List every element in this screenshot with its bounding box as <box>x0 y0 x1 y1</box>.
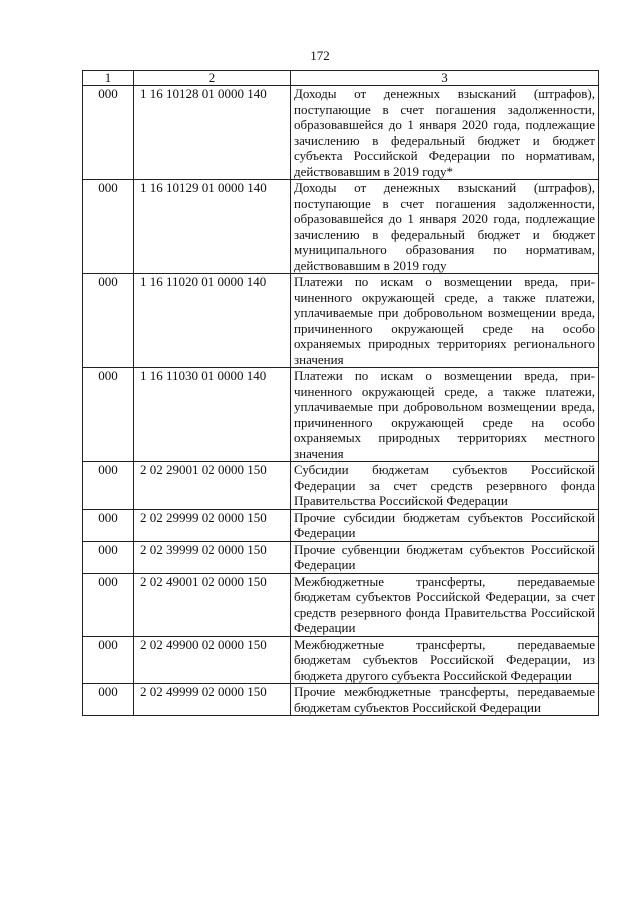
page-number: 172 <box>310 48 330 63</box>
budget-code-cell: 1 16 10128 01 0000 140 <box>134 86 291 180</box>
budget-classification-table <box>82 70 599 716</box>
revenue-name-cell: Платежи по искам о возмещении вреда, причиненного окружающей среде, а также платежи, уплачиваемые при добровольном возмещении вреда, причиненного окружающей среде на особо охраняемых природных территориях регионального значения <box>291 274 599 368</box>
column-header-2: 2 <box>134 71 291 86</box>
budget-code-cell: 2 02 39999 02 0000 150 <box>134 541 291 573</box>
column-header-1: 1 <box>83 71 134 86</box>
revenue-name-cell: Прочие субсидии бюджетам субъектов Российской Федерации <box>291 509 599 541</box>
revenue-name-cell: Субсидии бюджетам субъектов Российской Федерации за счет средств резервного фонда Правительства Российской Федерации <box>291 462 599 510</box>
revenue-name-cell: Прочие субвенции бюджетам субъектов Российской Федерации <box>291 541 599 573</box>
admin-code-cell: 000 <box>83 86 134 180</box>
revenue-name-cell: Доходы от денежных взысканий (штрафов), поступающие в счет погашения задолженности, образовавшейся до 1 января 2020 года, подлежащие зачислению в федеральный бюджет и бюджет субъекта Российской Федерации по нормативам, действовавшим в 2019 году* <box>291 86 599 180</box>
budget-code-cell: 1 16 11030 01 0000 140 <box>134 368 291 462</box>
budget-code-cell: 1 16 11020 01 0000 140 <box>134 274 291 368</box>
budget-code-cell: 1 16 10129 01 0000 140 <box>134 180 291 274</box>
table-row <box>83 368 599 462</box>
table-header-row <box>83 71 599 86</box>
table-row <box>83 541 599 573</box>
revenue-name-cell: Межбюджетные трансферты, передаваемые бюджетам субъектов Российской Федерации, за счет средств резервного фонда Правительства Российской Федерации <box>291 573 599 636</box>
budget-code-cell: 2 02 49900 02 0000 150 <box>134 636 291 684</box>
admin-code-cell: 000 <box>83 573 134 636</box>
table-row <box>83 86 599 180</box>
budget-code-cell: 2 02 29001 02 0000 150 <box>134 462 291 510</box>
table-row <box>83 684 599 716</box>
admin-code-cell: 000 <box>83 509 134 541</box>
revenue-name-cell: Прочие межбюджетные трансферты, передаваемые бюджетам субъектов Российской Федерации <box>291 684 599 716</box>
table-row <box>83 509 599 541</box>
table-body <box>83 71 599 716</box>
admin-code-cell: 000 <box>83 684 134 716</box>
admin-code-cell: 000 <box>83 180 134 274</box>
admin-code-cell: 000 <box>83 368 134 462</box>
table-row <box>83 573 599 636</box>
budget-code-cell: 2 02 29999 02 0000 150 <box>134 509 291 541</box>
column-header-3: 3 <box>291 71 599 86</box>
table-row <box>83 636 599 684</box>
budget-code-cell: 2 02 49001 02 0000 150 <box>134 573 291 636</box>
admin-code-cell: 000 <box>83 462 134 510</box>
table-row <box>83 180 599 274</box>
table-row <box>83 462 599 510</box>
table-row <box>83 274 599 368</box>
revenue-name-cell: Доходы от денежных взысканий (штрафов), поступающие в счет погашения задолженности, образовавшейся до 1 января 2020 года, подлежащие зачислению в федеральный бюджет и бюджет муниципального образования по нормативам, действовавшим в 2019 году <box>291 180 599 274</box>
admin-code-cell: 000 <box>83 274 134 368</box>
revenue-name-cell: Платежи по искам о возмещении вреда, причиненного окружающей среде, а также платежи, уплачиваемые при добровольном возмещении вреда, причиненного окружающей среде на особо охраняемых природных территориях местного значения <box>291 368 599 462</box>
admin-code-cell: 000 <box>83 541 134 573</box>
revenue-name-cell: Межбюджетные трансферты, передаваемые бюджетам субъектов Российской Федерации, из бюджета другого субъекта Российской Федерации <box>291 636 599 684</box>
admin-code-cell: 000 <box>83 636 134 684</box>
budget-code-cell: 2 02 49999 02 0000 150 <box>134 684 291 716</box>
